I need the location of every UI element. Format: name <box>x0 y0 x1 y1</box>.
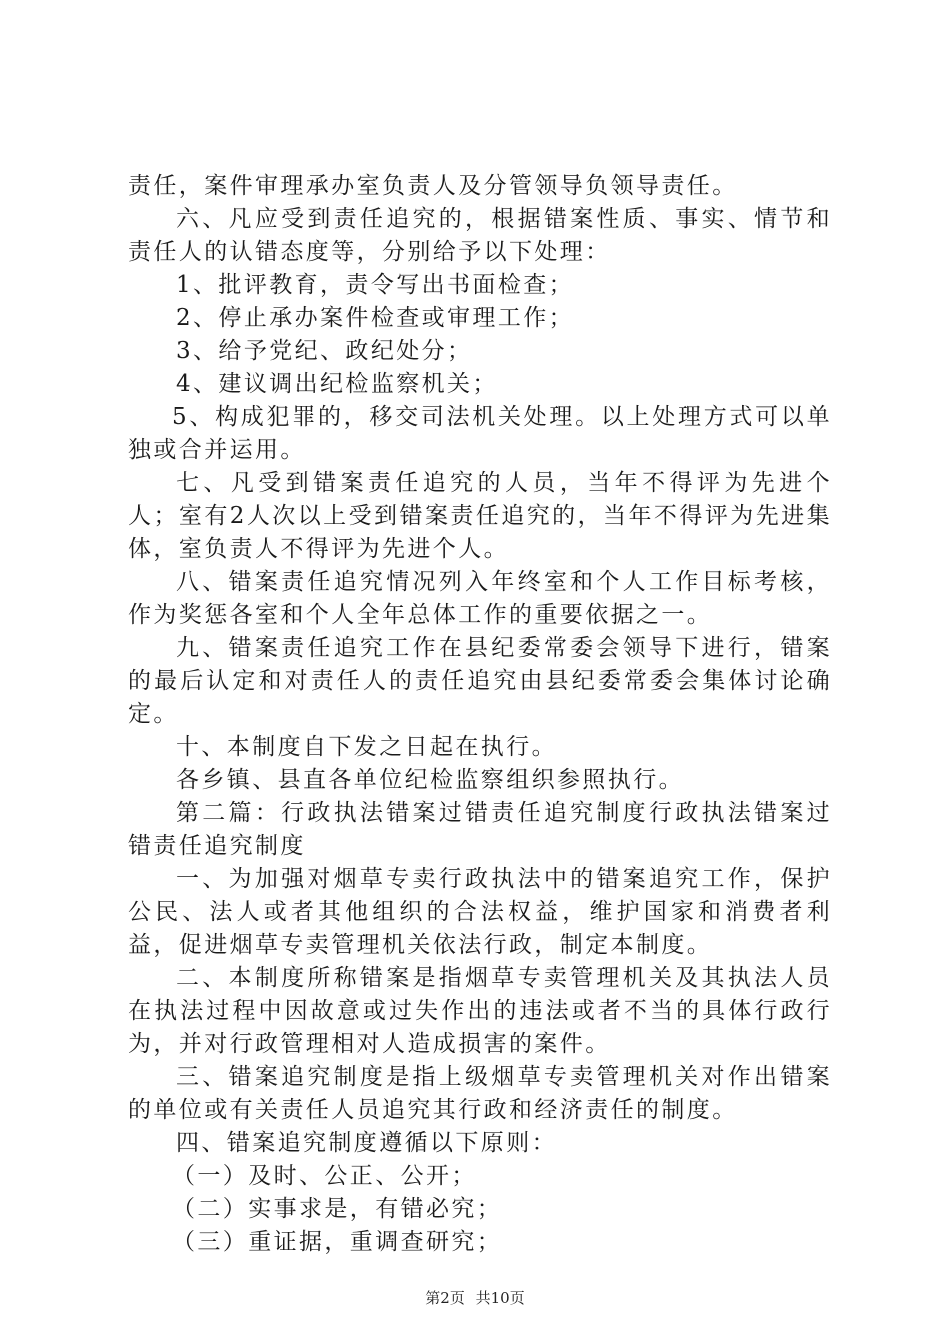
list-item: （三）重证据，重调查研究； <box>172 1229 503 1255</box>
list-item: （二）实事求是，有错必究； <box>172 1196 503 1222</box>
page-footer <box>0 1287 950 1308</box>
paragraph: 二、本制度所称错案是指烟草专卖管理机关及其执法人员在执法过程中因故意或过失作出的违法或者不当的具体行政行为，并对行政管理相对人造成损害的案件。 <box>128 965 832 1057</box>
section-heading: 第二篇：行政执法错案过错责任追究制度行政执法错案过错责任追究制度 <box>128 800 832 859</box>
paragraph: 九、错案责任追究工作在县纪委常委会领导下进行，错案的最后认定和对责任人的责任追究由县纪委常委会集体讨论确定。 <box>128 635 832 727</box>
paragraph: 各乡镇、县直各单位纪检监察组织参照执行。 <box>176 767 684 793</box>
list-item: 2、停止承办案件检查或审理工作； <box>176 305 575 331</box>
paragraph: 八、错案责任追究情况列入年终室和个人工作目标考核，作为奖惩各室和个人全年总体工作的重要依据之一。 <box>128 569 832 628</box>
list-item: 4、建议调出纪检监察机关； <box>176 371 498 397</box>
paragraph: 三、错案追究制度是指上级烟草专卖管理机关对作出错案的单位或有关责任人员追究其行政和经济责任的制度。 <box>128 1064 832 1123</box>
page-number: 第2页 <box>425 1289 465 1307</box>
list-item: （一）及时、公正、公开； <box>172 1163 477 1189</box>
paragraph: 四、错案追究制度遵循以下原则： <box>176 1130 557 1156</box>
paragraph: 一、为加强对烟草专卖行政执法中的错案追究工作，保护公民、法人或者其他组织的合法权益，维护国家和消费者利益，促进烟草专卖管理机关依法行政，制定本制度。 <box>128 866 832 958</box>
list-item: 3、给予党纪、政纪处分； <box>176 338 473 364</box>
paragraph: 责任，案件审理承办室负责人及分管领导负领导责任。 <box>128 173 738 199</box>
list-item: 1、批评教育，责令写出书面检查； <box>176 272 575 298</box>
document-body <box>128 170 832 1259</box>
paragraph: 六、凡应受到责任追究的，根据错案性质、事实、情节和责任人的认错态度等，分别给予以下处理： <box>128 206 832 265</box>
paragraph: 七、凡受到错案责任追究的人员，当年不得评为先进个人；室有2人次以上受到错案责任追究的，当年不得评为先进集体，室负责人不得评为先进个人。 <box>128 470 832 562</box>
page-total: 共10页 <box>475 1289 525 1307</box>
paragraph: 十、本制度自下发之日起在执行。 <box>176 734 557 760</box>
list-item: 5、构成犯罪的，移交司法机关处理。以上处理方式可以单独或合并运用。 <box>128 404 832 463</box>
